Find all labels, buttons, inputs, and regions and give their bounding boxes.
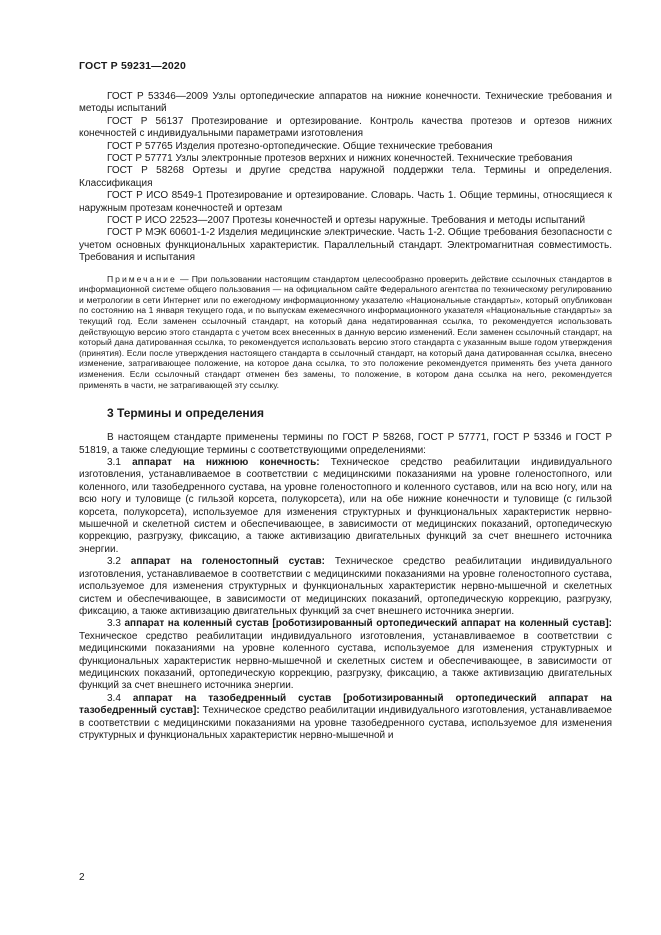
term-name: аппарат на коленный сустав [роботизированный ортопедический аппарат на коленный сустав]: — [124, 618, 612, 630]
term-name: аппарат на нижнюю конечность: — [132, 457, 320, 469]
page-number: 2 — [79, 872, 85, 883]
reference-item: ГОСТ Р ИСО 8549-1 Протезирование и ортезирование. Словарь. Часть 1. Общие термины, относящиеся к наружным протезам конечностей и ортезам — [79, 190, 612, 214]
term-definition: Техническое средство реабилитации индивидуального изготовления, устанавливаемое в соответствии с медицинскими показаниями на уровне голеностопного, или коленного, или тазобедренного сустава, на уровне голеностопного и коленного суставов, или на всю ногу, или на всю ногу и туловище (с гильзой корсета, полукорсета), или на обе нижние конечности и туловище (с гильзой корсета, полукорсета), используемое для изменения структурных и функциональных характеристик нервно-мышечной и скелетной систем и обеспечивающее, в зависимости от медицинских показаний, ортопедическую коррекцию, разгрузку, фиксацию, а также активизацию двигательных функций за счет внешнего источника энергии. — [79, 457, 613, 555]
note-paragraph — [79, 274, 612, 391]
term-definition: Техническое средство реабилитации индивидуального изготовления, устанавливаемое в соответствии с медицинскими показаниями на уровне коленного сустава, используемое для изменения структурных и функциональных характеристик нервно-мышечной и скелетных систем и обеспечивающее, в зависимости от медицинских показаний, ортопедическую коррекцию, разгрузку, фиксацию, а также активизацию двигательных функций за счет внешнего источника энергии. — [79, 630, 612, 692]
reference-item: ГОСТ Р 56137 Протезирование и ортезирование. Контроль качества протезов и ортезов нижних конечностей с индивидуальными параметрами изготовления — [79, 115, 612, 140]
term-name: аппарат на голеностопный сустав: — [130, 556, 325, 568]
section-title: 3 Термины и определения — [107, 406, 265, 421]
term-definition: Техническое средство реабилитации индивидуального изготовления, устанавливаемое в соответствии с медицинскими показаниями на уровне голеностопного сустава, используемое для изменения структурных и функциональных характеристик нервно-мышечной и скелетных систем и обеспечивающее, в зависимости от медицинских показаний, ортопедическую коррекцию, разгрузку, фиксацию, а также активизацию двигательных функций за счет внешнего источника энергии. — [79, 556, 613, 617]
reference-item: ГОСТ Р 57765 Изделия протезно-ортопедические. Общие технические требования — [107, 140, 493, 152]
term-entry — [79, 457, 612, 556]
note-label: Примечание — [107, 273, 177, 284]
reference-item: ГОСТ Р ИСО 22523—2007 Протезы конечностей и ортезы наружные. Требования и методы испытаний — [107, 215, 586, 227]
reference-item: ГОСТ Р 57771 Узлы электронные протезов верхних и нижних конечностей. Технические требования — [107, 153, 573, 165]
term-number: 3.4 — [107, 692, 121, 704]
term-number: 3.2 — [107, 556, 121, 568]
term-number: 3.1 — [107, 457, 121, 469]
document-body — [79, 91, 612, 742]
reference-item: ГОСТ Р МЭК 60601-1-2 Изделия медицинские электрические. Часть 1-2. Общие требования безопасности с учетом основных функциональных характеристик. Параллельный стандарт. Электромагнитная совместимость. Требования и испытания — [79, 227, 612, 264]
reference-item: ГОСТ Р 58268 Ортезы и другие средства наружной поддержки тела. Термины и определения. Классификация — [79, 165, 612, 189]
term-entry — [79, 556, 612, 618]
term-definition: Техническое средство реабилитации индивидуального изготовления, устанавливаемое в соответствии с медицинскими показаниями на уровне тазобедренного сустава, используемое для изменения структурных и функциональных характеристик нервно-мышечной и — [79, 705, 612, 741]
term-entry — [79, 618, 612, 692]
note-text: — При пользовании настоящим стандартом целесообразно проверить действие ссылочных стандартов в информационной системе общего пользования — на официальном сайте Федерального агентства по техническому регулированию и метрологии в сети Интернет или по ежегодному информационному указателю «Национальные стандарты», который опубликован по состоянию на 1 января текущего года, и по выпускам ежемесячного информационного указателя «Национальные стандарты» за текущий год. Если заменен ссылочный стандарт, на который дана недатированная ссылка, то рекомендуется использовать действующую версию этого стандарта с учетом всех внесенных в данную версию изменений. Если заменен ссылочный стандарт, на который дана датированная ссылка, то рекомендуется использовать версию этого стандарта с указанным выше годом утверждения (принятия). Если после утверждения настоящего стандарта в ссылочный стандарт, на который дана датированная ссылка, внесено изменение, затрагивающее положение, на которое дана ссылка, то это положение рекомендуется применять без учета данного изменения. Если ссылочный стандарт отменен без замены, то положение, в котором дана ссылка на него, рекомендуется применять в части, не затрагивающей эту ссылку. — [79, 273, 612, 390]
term-entry — [79, 693, 612, 743]
term-number: 3.3 — [107, 618, 121, 630]
reference-item: ГОСТ Р 53346—2009 Узлы ортопедические аппаратов на нижние конечности. Технические требования и методы испытаний — [79, 91, 612, 115]
term-name: аппарат на тазобедренный сустав [роботизированный ортопедический аппарат на тазобедренный сустав]: — [79, 692, 612, 717]
document-header: ГОСТ Р 59231—2020 — [79, 60, 187, 72]
section-intro: В настоящем стандарте применены термины по ГОСТ Р 58268, ГОСТ Р 57771, ГОСТ Р 53346 и ГОСТ Р 51819, а также следующие термины с соответствующими определениями: — [79, 432, 612, 456]
